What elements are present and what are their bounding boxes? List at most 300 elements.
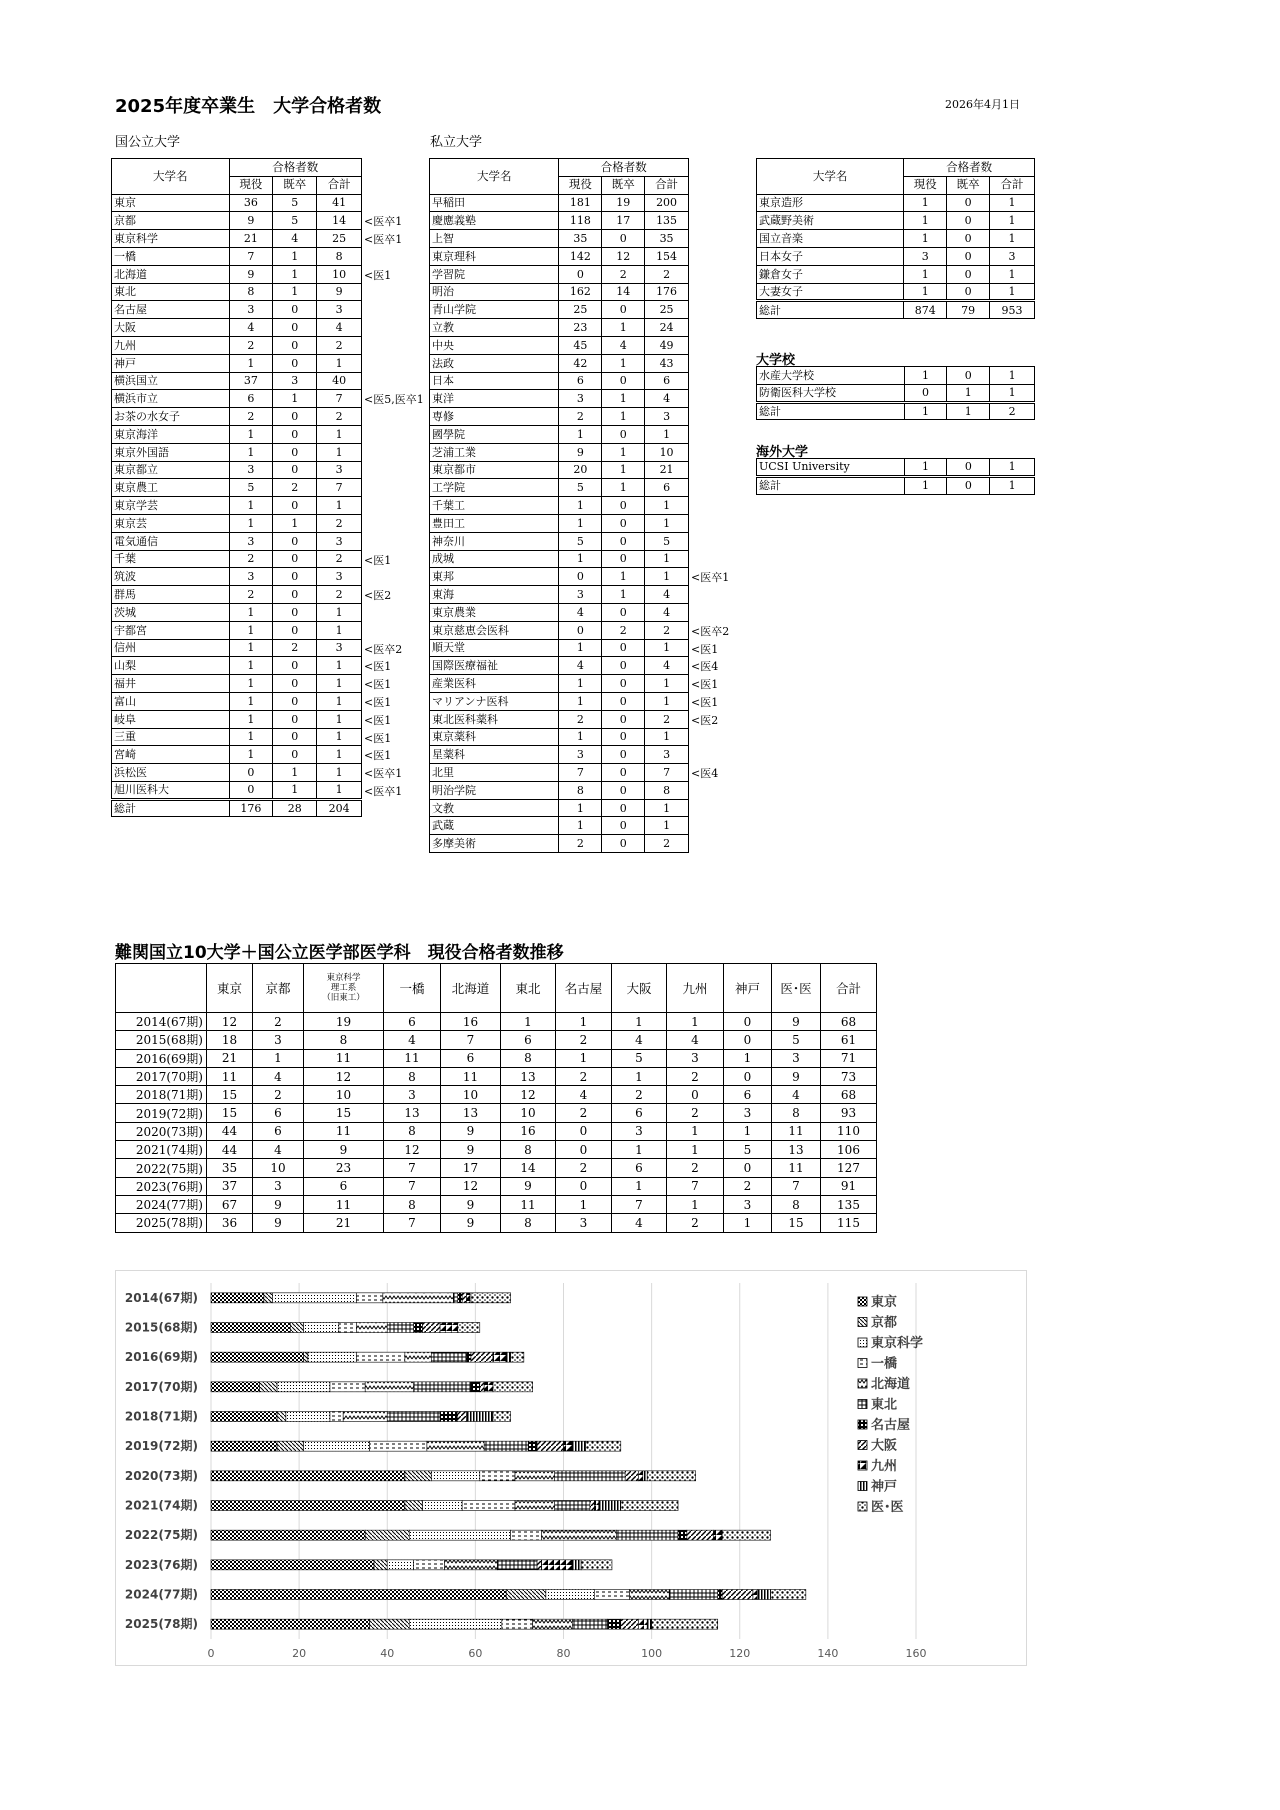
trend-row [116,1067,877,1085]
current-count: 1 [559,692,602,710]
total-count: 135 [645,212,689,230]
total-count: 2 [317,550,362,568]
bar-segment [387,1560,413,1570]
university-name: 順天堂 [430,639,559,657]
trend-value: 6 [612,1159,667,1177]
university-name: 横浜国立 [112,372,230,390]
university-name: 茨城 [112,603,230,621]
col-graduate: 既卒 [602,176,645,194]
university-name: 北里 [430,764,559,782]
trend-year: 2022(75期) [116,1159,207,1177]
trend-value: 5 [612,1049,667,1067]
current-count: 0 [559,568,602,586]
table-row [112,497,362,515]
total-count: 1 [317,621,362,639]
graduate-count: 1 [273,247,317,265]
medical-note: <医1 [691,678,719,692]
bar-segment [537,1560,541,1570]
table-row [430,443,689,461]
university-name: 多摩美術 [430,835,559,853]
graduate-count: 1 [602,443,645,461]
bar-segment [304,1441,370,1451]
medical-note: <医1 [364,678,392,692]
trend-value: 23 [304,1159,384,1177]
bar-segment [652,1619,718,1629]
university-name: 東京海洋 [112,425,230,443]
trend-value: 1 [612,1141,667,1159]
university-name: 上智 [430,230,559,248]
trend-value: 7 [384,1214,441,1232]
trend-value: 11 [501,1195,556,1213]
total-count: 4 [645,657,689,675]
total-count: 2 [317,408,362,426]
bar-segment [370,1619,410,1629]
bar-segment [445,1560,498,1570]
current-count: 5 [229,479,273,497]
current-count: 1 [229,354,273,372]
current-count: 0 [904,384,947,402]
current-count: 1 [904,230,947,248]
trend-year: 2015(68期) [116,1031,207,1049]
table-row [112,603,362,621]
legend-swatch [858,1461,867,1470]
y-category-label: 2016(69期) [124,1350,198,1365]
table-row [112,408,362,426]
trend-value: 1 [556,1195,612,1213]
bar-segment [211,1323,290,1333]
table-row [112,212,362,230]
graduate-count: 0 [273,603,317,621]
current-count: 0 [229,764,273,782]
university-name: 鎌倉女子 [757,265,904,283]
trend-value: 19 [304,1013,384,1031]
table-row [430,212,689,230]
graduate-count: 0 [602,728,645,746]
bar-segment [480,1471,515,1481]
graduate-count: 0 [602,550,645,568]
university-name: 水産大学校 [757,367,905,385]
university-name: 国際医療福祉 [430,657,559,675]
current-count: 1 [559,550,602,568]
trend-row [116,1159,877,1177]
table-row [112,336,362,354]
current-count: 7 [229,247,273,265]
bar-segment [304,1323,339,1333]
col-total: 合計 [317,176,362,194]
trend-value: 3 [253,1031,304,1049]
graduate-count: 0 [273,301,317,319]
total-label: 総計 [757,301,904,319]
university-name: 東京外国語 [112,443,230,461]
current-count: 1 [559,497,602,515]
x-tick-label: 120 [729,1647,751,1660]
total-count: 3 [317,568,362,586]
bar-segment [467,1412,493,1422]
graduate-count: 17 [602,212,645,230]
total-count: 1 [645,550,689,568]
header-row [757,159,1035,177]
current-count: 1 [229,497,273,515]
trend-value: 15 [207,1104,253,1122]
trend-value: 2 [253,1086,304,1104]
graduate-count: 0 [947,194,990,212]
current-count: 45 [559,336,602,354]
bar-segment [621,1619,639,1629]
bar-segment [572,1441,585,1451]
trend-header-row [116,964,877,1013]
current-count: 7 [559,764,602,782]
graduate-count: 1 [273,764,317,782]
trend-value: 1 [667,1122,724,1140]
bar-segment [211,1530,365,1540]
y-category-label: 2020(73期) [124,1468,198,1483]
graduate-count: 1 [602,568,645,586]
university-name: 東海 [430,586,559,604]
trend-value: 7 [384,1159,441,1177]
university-name: 筑波 [112,568,230,586]
trend-value: 68 [821,1086,877,1104]
trend-value: 13 [772,1141,821,1159]
trend-col-header: 京都 [253,964,304,1013]
table-row [112,550,362,568]
table-row [112,657,362,675]
total-current: 874 [904,301,947,319]
graduate-count: 4 [273,230,317,248]
current-count: 1 [229,710,273,728]
trend-value: 1 [724,1049,772,1067]
trend-value: 1 [724,1214,772,1232]
total-graduate: 1 [947,402,990,420]
university-name: 明治 [430,283,559,301]
total-count: 7 [317,390,362,408]
trend-value: 6 [253,1122,304,1140]
current-count: 1 [559,799,602,817]
total-count: 40 [317,372,362,390]
graduate-count: 0 [273,586,317,604]
university-name: 東京農工 [112,479,230,497]
bar-segment [713,1530,722,1540]
trend-value: 44 [207,1141,253,1159]
university-name: 東北 [112,283,230,301]
university-name: 東邦 [430,568,559,586]
trend-row [116,1141,877,1159]
graduate-count: 0 [273,728,317,746]
current-count: 1 [904,194,947,212]
university-name: 日本 [430,372,559,390]
current-count: 0 [559,265,602,283]
total-count: 4 [645,390,689,408]
x-tick-label: 60 [468,1647,483,1660]
bar-segment [409,1530,510,1540]
total-count: 3 [317,639,362,657]
total-count: 1 [990,212,1035,230]
medical-note: <医2 [691,713,719,727]
bar-segment [211,1441,277,1451]
graduate-count: 0 [602,835,645,853]
table-row [112,586,362,604]
table-row [430,728,689,746]
table-row [430,621,689,639]
total-label: 総計 [757,476,905,494]
table-row [430,354,689,372]
legend-swatch [858,1502,867,1511]
trend-value: 11 [441,1067,501,1085]
current-count: 1 [904,459,947,477]
total-count: 35 [645,230,689,248]
college-section-label: 大学校 [756,353,796,368]
graduate-count: 0 [602,675,645,693]
current-count: 8 [229,283,273,301]
table-row [757,283,1035,301]
bar-segment [462,1293,466,1303]
legend-swatch [858,1318,867,1327]
graduate-count: 1 [602,408,645,426]
trend-value: 9 [441,1122,501,1140]
total-count: 3 [990,247,1035,265]
total-count: 1 [990,367,1035,385]
bar-segment [431,1352,466,1362]
table-row [430,390,689,408]
current-count: 4 [559,603,602,621]
trend-value: 7 [667,1177,724,1195]
trend-col-header [116,964,207,1013]
total-count: 6 [645,479,689,497]
total-label: 総計 [112,799,230,817]
stacked-bar-chart [115,1270,1027,1666]
graduate-count: 5 [273,212,317,230]
trend-value: 11 [772,1122,821,1140]
trend-value: 6 [253,1104,304,1122]
total-count: 1 [990,459,1035,477]
current-count: 4 [229,319,273,337]
bar-segment [458,1412,467,1422]
trend-year: 2023(76期) [116,1177,207,1195]
total-count: 1 [317,728,362,746]
graduate-count: 2 [273,639,317,657]
university-name: 立教 [430,319,559,337]
bar-segment [502,1619,533,1629]
graduate-count: 0 [273,319,317,337]
current-count: 35 [559,230,602,248]
y-category-label: 2014(67期) [124,1290,198,1305]
legend-label: 東京科学 [871,1336,924,1351]
private-university-table-continued [756,158,1035,319]
trend-value: 16 [501,1122,556,1140]
bar-segment [211,1619,370,1629]
university-name: 九州 [112,336,230,354]
bar-segment [264,1293,273,1303]
table-row [430,550,689,568]
total-count: 3 [317,532,362,550]
graduate-count: 19 [602,194,645,212]
trend-value: 37 [207,1177,253,1195]
current-count: 142 [559,247,602,265]
trend-value: 1 [667,1141,724,1159]
trend-value: 61 [821,1031,877,1049]
trend-year: 2018(71期) [116,1086,207,1104]
table-row [757,459,1035,477]
trend-value: 1 [667,1013,724,1031]
trend-value: 0 [556,1122,612,1140]
trend-value: 2 [556,1159,612,1177]
graduate-count: 1 [273,781,317,799]
legend-label: 東京 [871,1295,898,1310]
bar-segment [286,1412,330,1422]
table-row [430,247,689,265]
bar-segment [383,1293,454,1303]
university-name: 日本女子 [757,247,904,265]
table-row [430,425,689,443]
bar-segment [211,1501,405,1511]
total-row [112,799,362,817]
bar-segment [506,1590,546,1600]
chart-svg [116,1271,1026,1665]
graduate-count: 0 [273,532,317,550]
bar-segment [643,1471,647,1481]
university-name: 武蔵野美術 [757,212,904,230]
y-category-label: 2022(75期) [124,1528,198,1543]
col-current: 現役 [229,176,273,194]
trend-value: 135 [821,1195,877,1213]
graduate-count: 0 [602,764,645,782]
total-count: 3 [645,408,689,426]
table-row [430,194,689,212]
bar-segment [621,1501,678,1511]
graduate-count: 0 [602,710,645,728]
total-count: 1 [645,639,689,657]
university-name: 東京都立 [112,461,230,479]
trend-value: 1 [556,1013,612,1031]
trend-value: 1 [667,1195,724,1213]
university-name: 東京都市 [430,461,559,479]
table-row [112,746,362,764]
bar-segment [405,1352,431,1362]
bar-segment [374,1560,387,1570]
trend-year: 2025(78期) [116,1214,207,1232]
university-name: 群馬 [112,586,230,604]
university-name: 豊田工 [430,514,559,532]
trend-year: 2021(74期) [116,1141,207,1159]
bar-segment [594,1501,598,1511]
bar-segment [506,1352,510,1362]
medical-note: <医卒1 [364,215,403,229]
total-count: 4 [645,603,689,621]
trend-value: 2 [556,1067,612,1085]
bar-segment [370,1441,427,1451]
medical-note: <医卒1 [691,571,730,585]
table-row [112,230,362,248]
trend-header-line: 東京科学 [326,972,361,983]
trend-value: 6 [612,1104,667,1122]
university-name: 国立音楽 [757,230,904,248]
trend-value: 9 [501,1177,556,1195]
table-row [430,336,689,354]
bar-segment [630,1590,670,1600]
table-row [112,301,362,319]
table-row [112,781,362,799]
total-count: 24 [645,319,689,337]
table-row [430,408,689,426]
trend-row [116,1122,877,1140]
total-count: 1 [645,675,689,693]
bar-segment [564,1441,573,1451]
total-count: 1 [317,764,362,782]
trend-value: 1 [556,1049,612,1067]
trend-row [116,1086,877,1104]
legend-swatch [858,1379,867,1388]
total-current: 1 [904,402,947,420]
bar-segment [669,1590,717,1600]
total-count: 25 [317,230,362,248]
university-name: お茶の水女子 [112,408,230,426]
table-row [430,497,689,515]
trend-value: 0 [724,1159,772,1177]
bar-segment [365,1530,409,1540]
y-category-label: 2023(76期) [124,1557,198,1572]
table-row [112,532,362,550]
table-row [430,568,689,586]
bar-segment [493,1412,511,1422]
total-count: 1 [645,817,689,835]
medical-note: <医卒1 [364,785,403,798]
bar-segment [511,1352,524,1362]
current-count: 1 [229,692,273,710]
trend-value: 12 [441,1177,501,1195]
total-count: 2 [317,586,362,604]
total-count: 2 [645,710,689,728]
current-count: 6 [559,372,602,390]
col-passed-count: 合格者数 [559,159,689,177]
bar-segment [590,1501,594,1511]
bar-segment [515,1471,555,1481]
current-count: 118 [559,212,602,230]
graduate-count: 0 [602,781,645,799]
col-total: 合計 [990,176,1035,194]
table-row [430,319,689,337]
legend-label: 神戸 [871,1479,898,1495]
bar-segment [211,1560,374,1570]
graduate-count: 0 [947,367,990,385]
current-count: 3 [904,247,947,265]
current-count: 1 [229,425,273,443]
total-count: 9 [317,283,362,301]
bar-segment [431,1471,479,1481]
trend-col-header: 神戸 [724,964,772,1013]
total-count: 6 [645,372,689,390]
trend-value: 11 [304,1122,384,1140]
bar-segment [722,1590,753,1600]
medical-note: <医4 [691,767,719,781]
x-tick-label: 0 [207,1647,215,1660]
bar-segment [541,1530,616,1540]
graduate-count: 0 [273,443,317,461]
trend-row [116,1177,877,1195]
total-count: 8 [317,247,362,265]
total-count: 49 [645,336,689,354]
university-name: 文教 [430,799,559,817]
total-count: 1 [645,514,689,532]
graduate-count: 0 [602,799,645,817]
current-count: 1 [559,817,602,835]
total-count: 2 [645,265,689,283]
trend-value: 12 [304,1067,384,1085]
total-count: 3 [317,461,362,479]
bar-segment [423,1323,441,1333]
current-count: 1 [904,367,947,385]
total-count: 4 [645,586,689,604]
table-row [112,194,362,212]
trend-value: 2 [556,1031,612,1049]
